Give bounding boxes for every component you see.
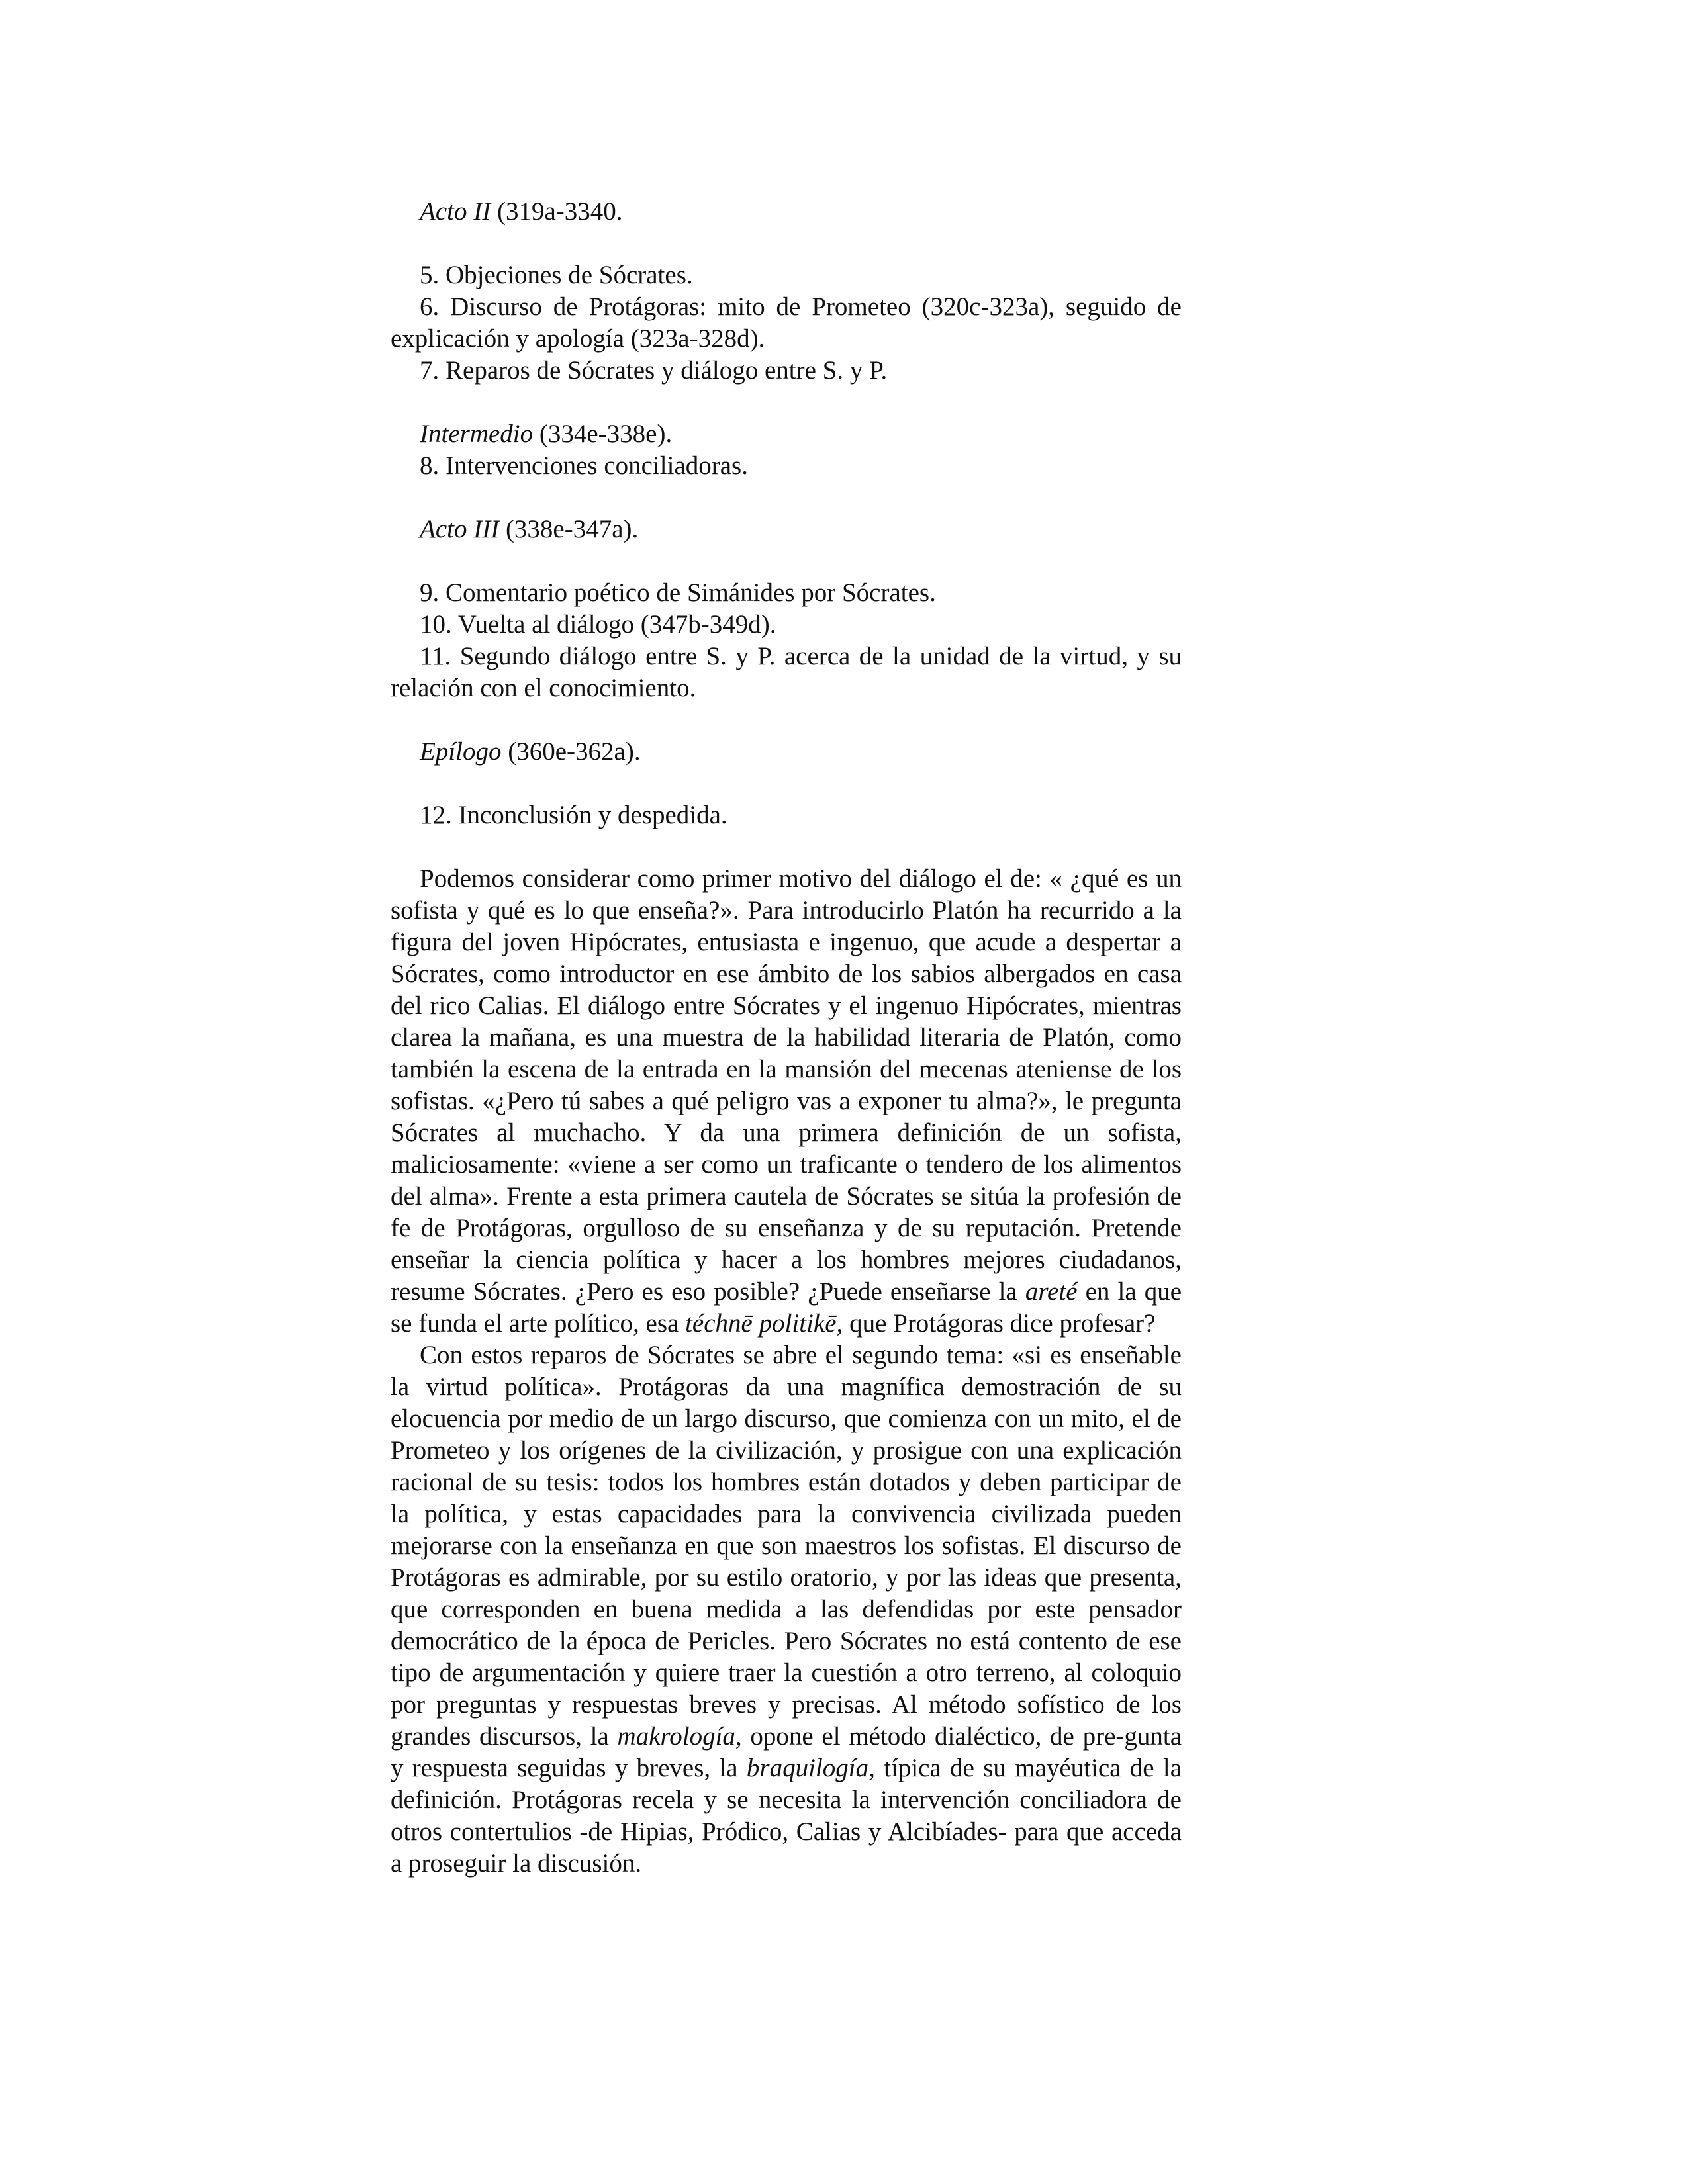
epilogo-heading	[391, 736, 1182, 768]
outline-item-10: 10. Vuelta al diálogo (347b-349d).	[420, 610, 776, 639]
outline-item-12: 12. Inconclusión y despedida.	[420, 801, 727, 829]
intermedio-range: (334e-338e).	[539, 420, 673, 448]
outline-item-8: 8. Intervenciones conciliadoras.	[420, 451, 748, 480]
outline-item-6: 6. Discurso de Protágoras: mito de Prometeo (320c-323a), seguido de explicación y apología (323a-328d).	[391, 293, 1182, 353]
epilogo-title: Epílogo	[420, 737, 502, 766]
paragraph1-text3: que Protágoras dice profesar?	[849, 1309, 1156, 1338]
paragraph2-text3: típica de su mayéutica de la definición. Protágoras recela y se necesita la intervención conciliadora de otros contertulios -de Hipias, Pródico, Calias y Alcibíades- para que acceda a proseguir la discusión.	[391, 1754, 1182, 1878]
paragraph2-text2: opone el método dialéctico, de pre-gunta y respuesta seguidas y breves, la	[391, 1722, 1182, 1782]
outline-item-5: 5. Objeciones de Sócrates.	[420, 261, 693, 289]
paragraph2-em-makrologia: makrología,	[617, 1722, 742, 1751]
act2-title: Acto II	[420, 197, 491, 226]
body-paragraph-1	[391, 863, 1182, 1340]
act2-range: (319a-3340.	[496, 197, 623, 226]
paragraph1-em-arete: areté	[1025, 1277, 1078, 1306]
paragraph1-text1: Podemos considerar como primer motivo del diálogo el de: « ¿qué es un sofista y qué es lo que enseña?». Para introducirlo Platón ha recurrido a la figura del joven Hipócrates, entusiasta e ingenuo, que acude a despertar a Sócrates, como introductor en ese ámbito de los sabios albergados en casa del rico Calias. El diálogo entre Sócrates y el ingenuo Hipócrates, mientras clarea la mañana, es una muestra de la habilidad literaria de Platón, como también la escena de la entrada en la mansión del mecenas ateniense de los sofistas. «¿Pero tú sabes a qué peligro vas a exponer tu alma?», le pregunta Sócrates al muchacho. Y da una primera definición de un sofista, maliciosamente: «viene a ser como un traficante o tendero de los alimentos del alma». Frente a esta primera cautela de Sócrates se sitúa la profesión de fe de Protágoras, orgulloso de su enseñanza y de su reputación. Pretende enseñar la ciencia política y hacer a los hombres mejores ciudadanos, resume Sócrates. ¿Pero es eso posible? ¿Puede enseñarse la	[391, 864, 1182, 1306]
act2-heading	[391, 196, 1182, 228]
paragraph1-em-techne: téchnē politikē,	[685, 1309, 843, 1338]
paragraph2-em-braquilogia: braquilogía,	[746, 1754, 875, 1782]
paragraph1-text2: en la que se funda el arte político, esa	[391, 1277, 1182, 1338]
outline-item-7: 7. Reparos de Sócrates y diálogo entre S. y P.	[420, 356, 888, 385]
epilogo-range: (360e-362a).	[508, 737, 641, 766]
intermedio-heading	[391, 418, 1182, 450]
act3-heading	[391, 514, 1182, 545]
act3-range: (338e-347a).	[505, 515, 639, 543]
intermedio-title: Intermedio	[420, 420, 534, 448]
body-paragraph-2	[391, 1340, 1182, 1880]
act3-title: Acto III	[420, 515, 500, 543]
outline-item-11: 11. Segundo diálogo entre S. y P. acerca de la unidad de la virtud, y su relación con el conocimiento.	[391, 642, 1182, 702]
document-page	[391, 196, 1182, 1880]
outline-item-9: 9. Comentario poético de Simánides por Sócrates.	[420, 578, 936, 607]
paragraph2-text1: Con estos reparos de Sócrates se abre el segundo tema: «si es enseñable la virtud política». Protágoras da una magnífica demostración de su elocuencia por medio de un largo discurso, que comienza con un mito, el de Prometeo y los orígenes de la civilización, y prosigue con una explicación racional de su tesis: todos los hombres están dotados y deben participar de la política, y estas capacidades para la convivencia civilizada pueden mejorarse con la enseñanza en que son maestros los sofistas. El discurso de Protágoras es admirable, por su estilo oratorio, y por las ideas que presenta, que corresponden en buena medida a las defendidas por este pensador democrático de la época de Pericles. Pero Sócrates no está contento de ese tipo de argumentación y quiere traer la cuestión a otro terreno, al coloquio por preguntas y respuestas breves y precisas. Al método sofístico de los grandes discursos, la	[391, 1341, 1182, 1751]
